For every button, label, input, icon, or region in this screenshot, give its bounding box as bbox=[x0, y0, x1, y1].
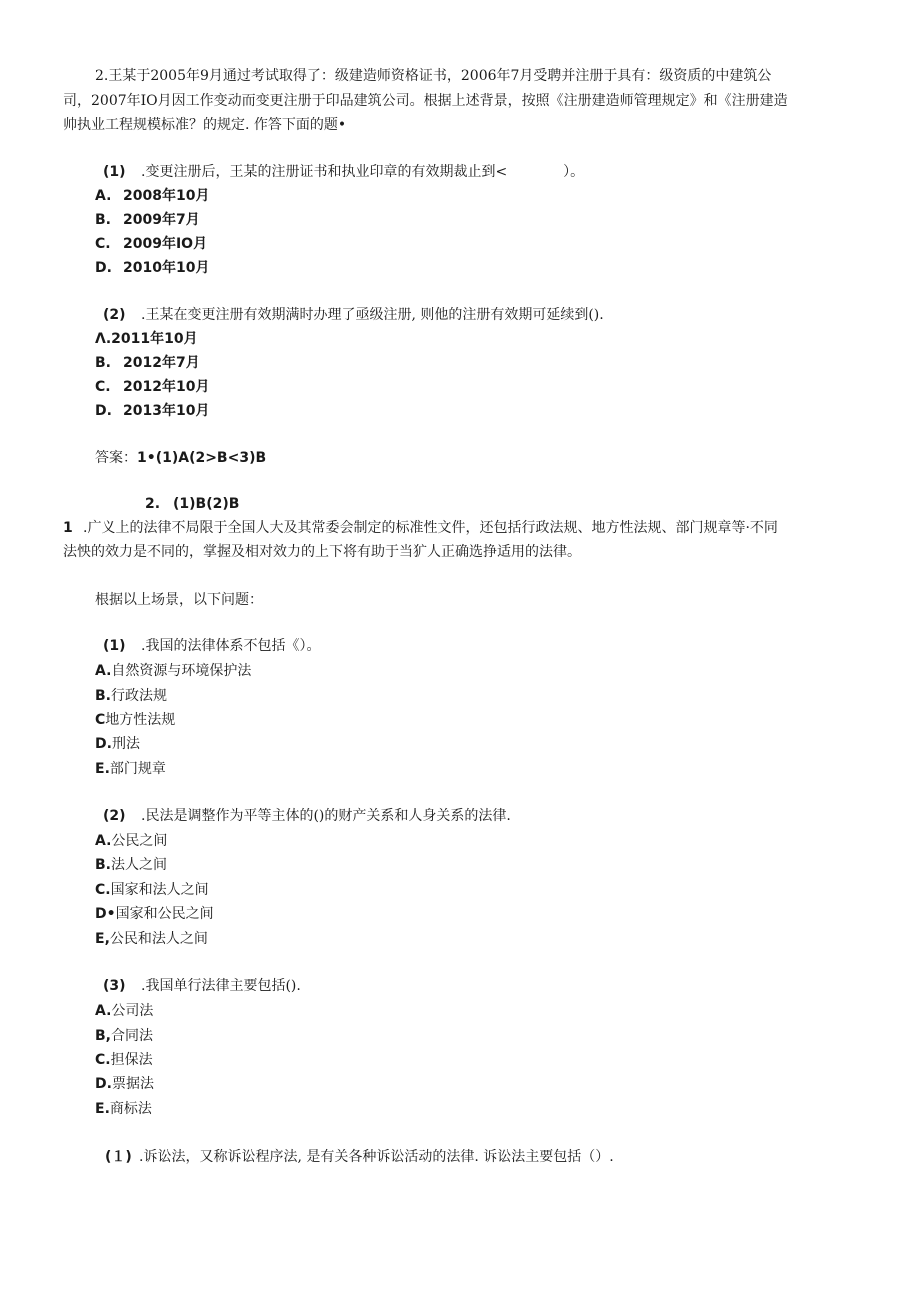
q1-2-option-e: E,公民和法人之间 bbox=[95, 931, 208, 947]
answer-line-1 bbox=[95, 448, 266, 468]
answer-number-2: 2. bbox=[145, 496, 161, 512]
q2-2-option-d: D. 2013年10月 bbox=[95, 403, 210, 419]
q1-number: 1 bbox=[63, 520, 73, 536]
q1-2-option-d: D•国家和公民之间 bbox=[95, 906, 214, 922]
q1-1-option-a: A.自然资源与环境保护法 bbox=[95, 663, 252, 679]
q1-3-option-a: A.公司法 bbox=[95, 1003, 154, 1019]
q1-2-number: (2) bbox=[103, 808, 126, 824]
q2-2-number: (2) bbox=[103, 307, 126, 323]
q1-3-option-b: B,合同法 bbox=[95, 1028, 153, 1044]
q1-1-stem-text: .我国的法律体系不包括《）。 bbox=[141, 638, 321, 654]
q3-1-stem-text: .诉讼法，又称诉讼程序法, 是有关各种诉讼活动的法律. 诉讼法主要包括（）. bbox=[139, 1149, 614, 1165]
q2-1-option-a: A. 2008年10月 bbox=[95, 188, 210, 204]
q1-2-option-c: C.国家和法人之间 bbox=[95, 882, 209, 898]
q2-1-stem-text: .变更注册后，王某的注册证书和执业印章的有效期裁止到< ）。 bbox=[141, 164, 585, 180]
q1-3-stem-text: .我国单行法律主要包括(). bbox=[141, 978, 301, 994]
q1-1-stem bbox=[103, 636, 320, 656]
q1-3-option-c: C.担保法 bbox=[95, 1052, 153, 1068]
q2-intro-line-2: 司，2007年IO月因工作变动而变更注册于印品建筑公司。根据上述背景，按照《注册建造师管理规定》和《注册建造 bbox=[63, 93, 788, 109]
q1-scenario: 根据以上场景，以下问题： bbox=[95, 592, 263, 608]
q1-intro-line-2: 法怏的效力是不同的，掌握及相对效力的上下将有助于当犷人正确选挣适用的法律。 bbox=[63, 544, 581, 560]
q1-3-option-e: E.商标法 bbox=[95, 1101, 152, 1117]
q2-2-option-a: Λ.2011年10月 bbox=[95, 331, 198, 347]
q1-3-number: (3) bbox=[103, 978, 126, 994]
answer-label: 答案： bbox=[95, 450, 137, 466]
q1-1-option-c: C地方性法规 bbox=[95, 712, 176, 728]
q1-1-number: (1) bbox=[103, 638, 126, 654]
q1-2-stem bbox=[103, 806, 511, 826]
q1-2-option-a: A.公民之间 bbox=[95, 833, 168, 849]
q2-1-option-c: C. 2009年IO月 bbox=[95, 236, 208, 252]
q2-2-stem bbox=[103, 305, 604, 325]
q1-1-option-e: E.部门规章 bbox=[95, 761, 166, 777]
q1-3-option-d: D.票据法 bbox=[95, 1076, 154, 1092]
answer-text-1: 1•(1)A(2>B<3)B bbox=[137, 450, 267, 466]
q2-1-stem bbox=[103, 162, 584, 182]
q3-1-stem bbox=[105, 1147, 614, 1167]
q2-intro-line-1: 2.王某于2005年9月通过考试取得了：级建造师资格证书，2006年7月受聘并注册于具有：级资质的中建筑公 bbox=[95, 68, 772, 84]
q2-1-option-b: B. 2009年7月 bbox=[95, 212, 200, 228]
q1-1-option-d: D.刑法 bbox=[95, 736, 140, 752]
q1-2-stem-text: .民法是调整作为平等主体的()的财产关系和人身关系的法律. bbox=[141, 808, 511, 824]
q1-3-stem bbox=[103, 976, 301, 996]
q2-2-stem-text: .王某在变更注册有效期满时办理了亟级注册, 则他的注册有效期可延续到(). bbox=[141, 307, 604, 323]
q3-1-number: (１) bbox=[105, 1149, 132, 1165]
q2-1-option-d: D. 2010年10月 bbox=[95, 260, 210, 276]
q2-1-number: (1) bbox=[103, 164, 126, 180]
q1-intro-line-1: 1 .广义上的法律不局限于全国人大及其常委会制定的标准性文件，还包括行政法规、地方性法规、部门规章等·不同 bbox=[63, 520, 778, 536]
q1-2-option-b: B.法人之间 bbox=[95, 857, 167, 873]
answer-line-2 bbox=[145, 494, 239, 514]
q2-2-option-c: C. 2012年10月 bbox=[95, 379, 210, 395]
q2-intro-line-3: 帅执业工程规模标准？的规定. 作答下面的题• bbox=[63, 117, 347, 133]
answer-text-2: (1)B(2)B bbox=[173, 496, 240, 512]
q1-1-option-b: B.行政法规 bbox=[95, 688, 167, 704]
q2-2-option-b: B. 2012年7月 bbox=[95, 355, 200, 371]
